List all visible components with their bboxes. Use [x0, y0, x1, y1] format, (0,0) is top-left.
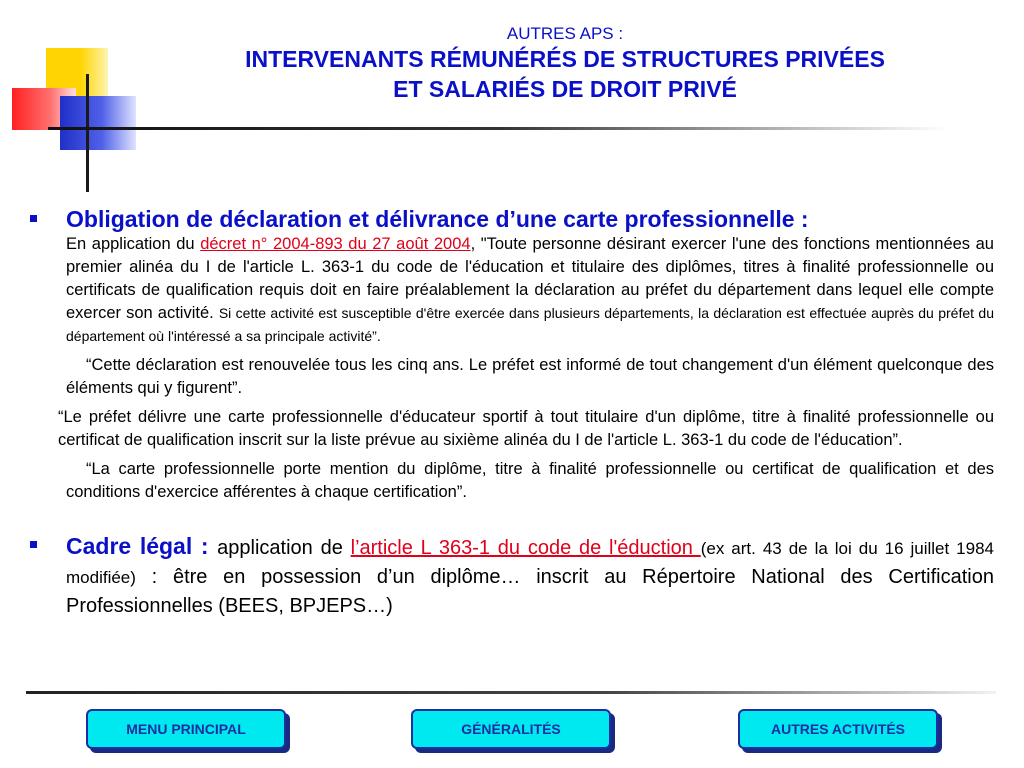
p1-small: Si cette activité est susceptible d'être exercée dans plusieurs départements, la déclaration est effectuée auprès du préfet du département où l'intéressé a sa principale activité”. [66, 305, 994, 344]
bullet-cadre-legal [28, 532, 994, 621]
page-title [150, 24, 980, 104]
cadre-legal-heading: Cadre légal : [66, 533, 218, 559]
title-underline [48, 127, 948, 130]
cadre-small: (ex art. 43 de la loi du 16 juillet 1984 modifiée) [66, 539, 995, 587]
bullet-square-icon [30, 541, 37, 548]
obligation-heading: Obligation de déclaration et délivrance d’une carte professionnelle : [66, 206, 809, 232]
decret-link[interactable]: décret n° 2004-893 du 27 août 2004 [200, 235, 471, 253]
autres-activites-button[interactable]: AUTRES ACTIVITÉS [738, 709, 938, 749]
cadre-pre: application de [217, 537, 351, 559]
bullet-obligation [28, 206, 994, 504]
obligation-paragraph-1 [66, 233, 994, 348]
slide-content [28, 206, 994, 621]
generalites-button[interactable]: GÉNÉRALITÉS [411, 709, 611, 749]
bullet-square-icon [30, 215, 37, 222]
decor-vertical-line [86, 74, 89, 192]
cadre-post: : être en possession d’un diplôme… inscrit au Répertoire National des Certification Professionnelles (BEES, BPJEPS…) [66, 566, 994, 617]
footer-divider [26, 691, 996, 694]
title-line-3: ET SALARIÉS DE DROIT PRIVÉ [393, 76, 737, 102]
cadre-legal-paragraph [66, 532, 994, 621]
p1-pre: En application du [66, 235, 201, 253]
obligation-paragraph-4: “La carte professionnelle porte mention du diplôme, titre à finalité professionnelle ou certificat de qualification et des conditions d'exercice afférentes à chaque certification”. [66, 460, 994, 501]
decor-blue-square [60, 96, 136, 150]
menu-principal-button[interactable]: MENU PRINCIPAL [86, 709, 286, 749]
article-link[interactable]: l’article L 363-1 du code de l'éduction [350, 537, 701, 559]
title-line-2: INTERVENANTS RÉMUNÉRÉS DE STRUCTURES PRIVÉES [245, 46, 885, 72]
obligation-paragraph-3: “Le préfet délivre une carte professionnelle d'éducateur sportif à tout titulaire d'un diplôme, titre à finalité professionnelle ou certificat de qualification inscrit sur la liste prévue au sixième alinéa du I de l'article L. 363-1 du code de l'éducation”. [58, 408, 994, 449]
p1-post: , "Toute personne désirant exercer l'une des fonctions mentionnées au premier alinéa du I de l'article L. 363-1 du code de l'éducation et titulaire des diplômes, titres à finalité professionnelle ou certificats de qualification requis doit en faire préalablement la déclaration au préfet du département dans lequel elle compte exercer son activité. [66, 235, 994, 322]
obligation-paragraph-2: “Cette déclaration est renouvelée tous les cinq ans. Le préfet est informé de tout changement d'un élément quelconque des éléments qui y figurent”. [66, 356, 994, 397]
title-line-1: AUTRES APS : [506, 24, 624, 43]
